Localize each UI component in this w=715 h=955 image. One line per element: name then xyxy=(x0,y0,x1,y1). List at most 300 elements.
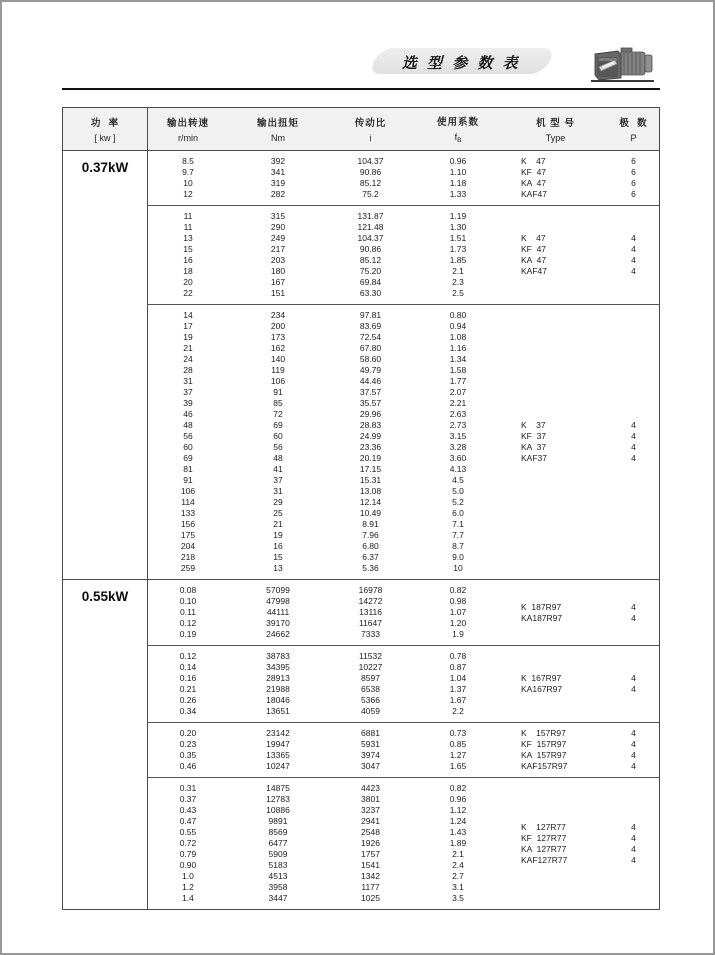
power-rating: 0.55kW xyxy=(81,589,129,604)
ratio-value: 10.49 xyxy=(359,508,382,518)
ratio-value: 3974 xyxy=(361,750,380,760)
service-factor-value: 3.28 xyxy=(449,442,467,452)
service-factor-value: 0.96 xyxy=(449,156,467,166)
ratio-value: 63.30 xyxy=(359,288,382,298)
service-factor-value: 1.85 xyxy=(449,255,467,265)
speed-value: 0.72 xyxy=(179,838,197,848)
ratio-column xyxy=(328,156,413,200)
ratio-value: 7333 xyxy=(361,629,380,639)
speed-value: 0.31 xyxy=(179,783,197,793)
service-factor-value: 1.33 xyxy=(449,189,467,199)
ratio-value: 1342 xyxy=(361,871,380,881)
speed-value: 0.16 xyxy=(179,673,197,683)
service-factor-value: 6.0 xyxy=(452,508,464,518)
torque-value: 57099 xyxy=(266,585,290,595)
speed-value: 0.26 xyxy=(179,695,197,705)
ratio-value: 90.86 xyxy=(359,167,382,177)
section-blocks xyxy=(148,580,659,909)
service-factor-value: 1.08 xyxy=(449,332,467,342)
poles-value: 4 xyxy=(631,739,636,749)
factor-column xyxy=(413,211,503,299)
ratio-value: 14272 xyxy=(358,596,383,606)
ratio-value: 17.15 xyxy=(359,464,382,474)
ratio-value: 104.37 xyxy=(357,233,384,243)
torque-value: 6477 xyxy=(268,838,288,848)
factor-column xyxy=(413,728,503,772)
ratio-value: 8.91 xyxy=(362,519,379,529)
factor-column xyxy=(413,651,503,717)
model-type: K 187R97 xyxy=(521,601,562,612)
factor-column xyxy=(413,585,503,640)
torque-value: 10247 xyxy=(266,761,290,771)
ratio-value: 3237 xyxy=(361,805,380,815)
ratio-value: 11647 xyxy=(358,618,382,628)
service-factor-value: 1.77 xyxy=(449,376,467,386)
type-column xyxy=(503,783,608,904)
service-factor-value: 1.20 xyxy=(449,618,467,628)
speed-value: 56 xyxy=(183,431,193,441)
speed-value: 0.12 xyxy=(179,651,197,661)
poles-column xyxy=(608,728,659,772)
service-factor-value: 2.07 xyxy=(449,387,467,397)
model-type: K 47 xyxy=(521,156,546,166)
service-factor-value: 1.67 xyxy=(449,695,467,705)
table-body xyxy=(63,151,659,909)
power-cell xyxy=(63,580,148,909)
ratio-value: 90.86 xyxy=(359,244,382,254)
service-factor-value: 0.98 xyxy=(449,596,467,606)
poles-value: 6 xyxy=(631,178,636,188)
torque-value: 151 xyxy=(270,288,286,298)
selection-parameter-table xyxy=(62,107,660,910)
service-factor-value: 2.1 xyxy=(452,849,464,859)
speed-value: 81 xyxy=(183,464,193,474)
speed-value: 21 xyxy=(183,343,193,353)
torque-value: 19947 xyxy=(266,739,290,749)
speed-value: 37 xyxy=(183,387,193,397)
torque-value: 8569 xyxy=(268,827,288,837)
ratio-value: 85.12 xyxy=(359,178,382,188)
service-factor-value: 1.16 xyxy=(449,343,467,353)
ratio-value: 121.48 xyxy=(357,222,384,232)
service-factor-value: 1.24 xyxy=(449,816,467,826)
header-power: 功 率 [ kw ] xyxy=(63,108,148,150)
poles-value: 4 xyxy=(631,728,636,738)
service-factor-value: 2.4 xyxy=(452,860,464,870)
torque-value: 173 xyxy=(270,332,286,342)
speed-value: 18 xyxy=(183,266,193,276)
ratio-value: 4423 xyxy=(361,783,380,793)
torque-value: 167 xyxy=(270,277,286,287)
ratio-value: 2548 xyxy=(361,827,380,837)
poles-value: 4 xyxy=(631,420,636,430)
speed-value: 69 xyxy=(183,453,193,463)
speed-value: 204 xyxy=(180,541,196,551)
torque-value: 34395 xyxy=(266,662,290,672)
speed-value: 8.5 xyxy=(182,156,194,166)
speed-value: 175 xyxy=(180,530,196,540)
speed-value: 0.46 xyxy=(179,761,197,771)
torque-column xyxy=(228,651,328,717)
ratio-column xyxy=(328,585,413,640)
model-type: KAF37 xyxy=(521,453,547,463)
type-column xyxy=(503,651,608,717)
speed-value: 12 xyxy=(183,189,193,199)
ratio-value: 5366 xyxy=(361,695,380,705)
torque-value: 140 xyxy=(270,354,286,364)
power-rating: 0.37kW xyxy=(81,160,129,175)
ratio-value: 3801 xyxy=(361,794,380,804)
poles-value: 4 xyxy=(631,832,636,843)
header-output-speed: 输出转速 r/min xyxy=(166,118,209,143)
ratio-value: 72.54 xyxy=(359,332,382,342)
speed-value: 48 xyxy=(183,420,193,430)
speed-value: 10 xyxy=(183,178,193,188)
speed-value: 0.10 xyxy=(179,596,197,606)
header-output-torque: 输出扭矩 Nm xyxy=(256,118,299,143)
ratio-value: 1541 xyxy=(361,860,380,870)
service-factor-value: 9.0 xyxy=(452,552,464,562)
ratio-value: 11532 xyxy=(358,651,382,661)
speed-value: 0.12 xyxy=(179,618,197,628)
model-type: KF 157R97 xyxy=(521,739,567,749)
page-title: 选 型 参 数 表 xyxy=(401,55,521,72)
ratio-value: 16978 xyxy=(358,585,383,595)
header-rule xyxy=(62,88,660,90)
ratio-value: 1177 xyxy=(361,882,380,892)
torque-value: 56 xyxy=(273,442,283,452)
ratio-value: 58.60 xyxy=(359,354,382,364)
torque-value: 217 xyxy=(270,244,286,254)
service-factor-value: 0.87 xyxy=(449,662,467,672)
power-cell xyxy=(63,151,148,579)
torque-column xyxy=(228,728,328,772)
model-type: KAF47 xyxy=(521,189,547,199)
model-type: KA 157R97 xyxy=(521,750,567,760)
speed-value: 114 xyxy=(181,497,195,507)
speed-value: 0.23 xyxy=(179,739,197,749)
ratio-value: 85.12 xyxy=(359,255,382,265)
torque-value: 18046 xyxy=(266,695,290,705)
factor-column xyxy=(413,783,503,904)
ratio-value: 28.83 xyxy=(359,420,382,430)
poles-value: 4 xyxy=(631,854,636,865)
service-factor-value: 8.7 xyxy=(452,541,464,551)
model-type: KAF47 xyxy=(521,266,547,276)
speed-value: 14 xyxy=(183,310,193,320)
speed-value: 16 xyxy=(183,255,193,265)
service-factor-value: 2.63 xyxy=(449,409,467,419)
torque-value: 14875 xyxy=(266,783,290,793)
service-factor-value: 3.60 xyxy=(449,453,467,463)
service-factor-value: 7.1 xyxy=(452,519,464,529)
torque-value: 282 xyxy=(270,189,286,199)
ratio-value: 104.37 xyxy=(357,156,384,166)
torque-value: 341 xyxy=(270,167,286,177)
ratio-value: 10227 xyxy=(358,662,383,672)
torque-value: 21 xyxy=(273,519,283,529)
torque-value: 25 xyxy=(273,508,283,518)
poles-value: 4 xyxy=(631,843,636,854)
ratio-column xyxy=(328,728,413,772)
speed-column xyxy=(148,310,228,574)
speed-value: 0.90 xyxy=(179,860,197,870)
service-factor-value: 1.89 xyxy=(449,838,467,848)
service-factor-value: 1.19 xyxy=(449,211,467,221)
ratio-value: 4059 xyxy=(361,706,380,716)
ratio-column xyxy=(328,783,413,904)
service-factor-value: 4.13 xyxy=(449,464,467,474)
speed-column xyxy=(148,651,228,717)
poles-value: 6 xyxy=(631,189,636,199)
header-service-factor: 使用系数 $f_B$ xyxy=(436,117,479,144)
speed-value: 0.21 xyxy=(179,684,197,694)
speed-value: 0.37 xyxy=(179,794,197,804)
torque-value: 28913 xyxy=(266,673,290,683)
service-factor-value: 1.07 xyxy=(449,607,467,617)
torque-column xyxy=(228,156,328,200)
poles-column xyxy=(608,783,659,904)
torque-value: 44111 xyxy=(266,607,290,617)
model-type: KA 47 xyxy=(521,255,547,265)
data-block xyxy=(148,777,659,909)
poles-value: 4 xyxy=(631,266,636,276)
ratio-value: 3047 xyxy=(361,761,380,771)
ratio-value: 35.57 xyxy=(359,398,382,408)
service-factor-value: 5.2 xyxy=(452,497,464,507)
ratio-column xyxy=(328,651,413,717)
torque-value: 5909 xyxy=(268,849,288,859)
service-factor-value: 0.80 xyxy=(449,310,467,320)
speed-value: 11 xyxy=(183,211,193,221)
factor-column xyxy=(413,310,503,574)
service-factor-value: 0.94 xyxy=(449,321,467,331)
model-type: KF 47 xyxy=(521,167,547,177)
torque-value: 38783 xyxy=(266,651,290,661)
ratio-value: 24.99 xyxy=(359,431,382,441)
poles-value: 4 xyxy=(631,601,636,612)
model-type: K 37 xyxy=(521,420,546,430)
service-factor-value: 2.3 xyxy=(452,277,464,287)
speed-value: 0.35 xyxy=(179,750,197,760)
torque-value: 234 xyxy=(270,310,286,320)
speed-value: 133 xyxy=(180,508,196,518)
torque-value: 41 xyxy=(273,464,283,474)
poles-value: 4 xyxy=(631,244,636,254)
torque-column xyxy=(228,585,328,640)
speed-value: 0.79 xyxy=(179,849,197,859)
ratio-column xyxy=(328,310,413,574)
service-factor-value: 0.73 xyxy=(449,728,467,738)
service-factor-value: 2.7 xyxy=(452,871,464,881)
service-factor-value: 0.82 xyxy=(449,783,467,793)
torque-value: 10886 xyxy=(266,805,290,815)
ratio-value: 6.80 xyxy=(362,541,379,551)
service-factor-value: 0.82 xyxy=(449,585,467,595)
poles-value: 4 xyxy=(631,684,636,694)
ratio-value: 1757 xyxy=(361,849,380,859)
speed-value: 0.55 xyxy=(179,827,197,837)
ratio-value: 29.96 xyxy=(359,409,382,419)
speed-column xyxy=(148,156,228,200)
speed-value: 0.47 xyxy=(179,816,197,826)
ratio-value: 97.81 xyxy=(359,310,382,320)
poles-value: 4 xyxy=(631,821,636,832)
service-factor-value: 2.73 xyxy=(449,420,467,430)
speed-value: 0.08 xyxy=(179,585,197,595)
poles-column xyxy=(608,651,659,717)
torque-value: 180 xyxy=(270,266,286,276)
service-factor-value: 1.10 xyxy=(449,167,467,177)
poles-value: 6 xyxy=(631,156,636,166)
ratio-value: 20.19 xyxy=(359,453,382,463)
model-type: K 127R77 xyxy=(521,821,566,832)
speed-value: 15 xyxy=(183,244,193,254)
torque-value: 24662 xyxy=(266,629,290,639)
ratio-value: 5.36 xyxy=(362,563,379,573)
service-factor-value: 3.5 xyxy=(452,893,464,903)
gearmotor-photo-icon xyxy=(590,42,656,86)
service-factor-value: 1.43 xyxy=(449,827,467,837)
torque-value: 91 xyxy=(273,387,283,397)
speed-value: 11 xyxy=(183,222,193,232)
torque-value: 37 xyxy=(273,475,283,485)
service-factor-value: 1.18 xyxy=(449,178,467,188)
speed-column xyxy=(148,211,228,299)
torque-value: 23142 xyxy=(266,728,290,738)
speed-value: 106 xyxy=(180,486,196,496)
ratio-value: 69.84 xyxy=(359,277,382,287)
speed-value: 156 xyxy=(180,519,196,529)
service-factor-value: 0.78 xyxy=(449,651,467,661)
service-factor-value: 2.1 xyxy=(452,266,464,276)
speed-value: 60 xyxy=(183,442,193,452)
type-column xyxy=(503,211,608,299)
data-block xyxy=(148,645,659,722)
torque-value: 203 xyxy=(270,255,286,265)
torque-value: 315 xyxy=(270,211,286,221)
torque-value: 290 xyxy=(270,222,286,232)
model-type: K 167R97 xyxy=(521,673,562,683)
poles-value: 4 xyxy=(631,431,636,441)
ratio-value: 6881 xyxy=(361,728,380,738)
model-type: KF 47 xyxy=(521,244,547,254)
type-column xyxy=(503,156,608,200)
speed-value: 31 xyxy=(183,376,193,386)
header-ratio: 传动比 i xyxy=(354,118,387,143)
model-type: K 47 xyxy=(521,233,546,243)
service-factor-value: 1.51 xyxy=(449,233,467,243)
table-header-row xyxy=(63,108,659,151)
ratio-value: 75.2 xyxy=(362,189,379,199)
ratio-value: 7.96 xyxy=(362,530,379,540)
speed-value: 91 xyxy=(183,475,193,485)
service-factor-value: 1.73 xyxy=(449,244,467,254)
poles-value: 4 xyxy=(631,750,636,760)
speed-value: 24 xyxy=(183,354,193,364)
ratio-value: 5931 xyxy=(361,739,380,749)
service-factor-value: 1.65 xyxy=(449,761,467,771)
torque-value: 13651 xyxy=(266,706,290,716)
ratio-value: 15.31 xyxy=(359,475,382,485)
speed-column xyxy=(148,585,228,640)
model-type: K 157R97 xyxy=(521,728,566,738)
torque-value: 162 xyxy=(270,343,286,353)
ratio-value: 13.08 xyxy=(359,486,382,496)
poles-value: 4 xyxy=(631,453,636,463)
speed-value: 0.19 xyxy=(179,629,197,639)
service-factor-value: 2.5 xyxy=(452,288,464,298)
speed-value: 0.43 xyxy=(179,805,197,815)
model-type: KA187R97 xyxy=(521,612,563,623)
ratio-value: 44.46 xyxy=(359,376,382,386)
model-type: KA 127R77 xyxy=(521,843,567,854)
ratio-value: 12.14 xyxy=(359,497,382,507)
poles-value: 4 xyxy=(631,673,636,683)
torque-value: 21988 xyxy=(266,684,290,694)
poles-column xyxy=(608,211,659,299)
speed-value: 1.2 xyxy=(182,882,194,892)
torque-value: 319 xyxy=(270,178,286,188)
service-factor-value: 0.96 xyxy=(449,794,467,804)
service-factor-value: 1.04 xyxy=(449,673,467,683)
torque-value: 106 xyxy=(270,376,286,386)
model-type: KA167R97 xyxy=(521,684,563,694)
service-factor-value: 5.0 xyxy=(452,486,464,496)
ratio-value: 6.37 xyxy=(362,552,379,562)
ratio-column xyxy=(328,211,413,299)
ratio-value: 37.57 xyxy=(359,387,382,397)
torque-value: 13 xyxy=(273,563,283,573)
torque-value: 47998 xyxy=(266,596,290,606)
poles-column xyxy=(608,156,659,200)
model-type: KF 127R77 xyxy=(521,832,567,843)
speed-value: 0.20 xyxy=(179,728,197,738)
type-column xyxy=(503,310,608,574)
speed-value: 1.4 xyxy=(182,893,194,903)
torque-value: 5183 xyxy=(268,860,288,870)
torque-value: 48 xyxy=(273,453,283,463)
poles-value: 4 xyxy=(631,255,636,265)
ratio-value: 13116 xyxy=(358,607,382,617)
ratio-value: 6538 xyxy=(361,684,380,694)
ratio-value: 131.87 xyxy=(357,211,384,221)
speed-value: 1.0 xyxy=(182,871,194,881)
speed-value: 22 xyxy=(183,288,193,298)
torque-value: 60 xyxy=(273,431,283,441)
torque-value: 85 xyxy=(273,398,283,408)
service-factor-value: 7.7 xyxy=(452,530,464,540)
service-factor-value: 1.37 xyxy=(449,684,467,694)
torque-value: 13365 xyxy=(266,750,290,760)
model-type: KF 37 xyxy=(521,431,547,441)
service-factor-value: 1.9 xyxy=(452,629,464,639)
service-factor-value: 3.15 xyxy=(449,431,467,441)
torque-value: 15 xyxy=(273,552,283,562)
data-block xyxy=(148,151,659,205)
speed-column xyxy=(148,783,228,904)
torque-value: 392 xyxy=(270,156,286,166)
power-section xyxy=(63,579,659,909)
ratio-value: 1926 xyxy=(361,838,380,848)
speed-value: 39 xyxy=(183,398,193,408)
type-column xyxy=(503,728,608,772)
speed-value: 0.11 xyxy=(180,607,196,617)
ratio-value: 2941 xyxy=(361,816,380,826)
service-factor-value: 2.2 xyxy=(452,706,464,716)
type-column xyxy=(503,585,608,640)
ratio-value: 67.80 xyxy=(359,343,382,353)
